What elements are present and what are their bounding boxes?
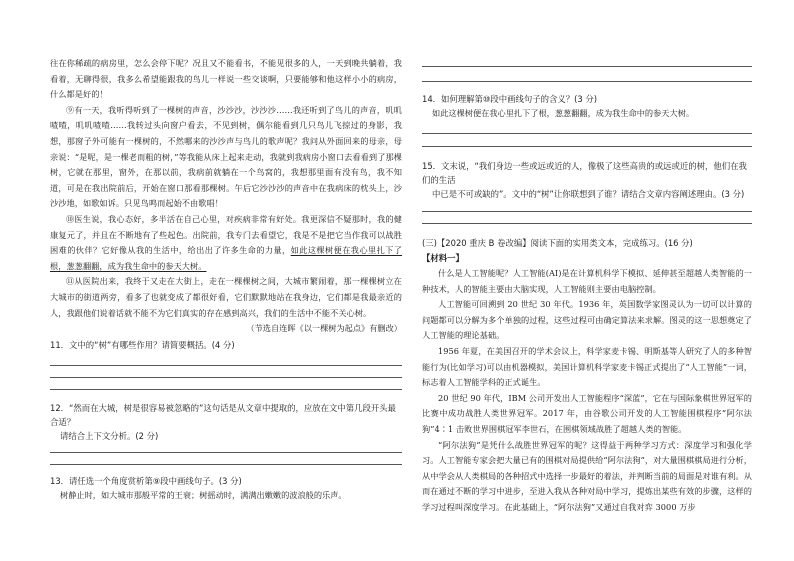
paragraph-10-text: ⑩医生说，我心态好，多半活在自己心里，对疾病非常有好处。我更深信不疑那时，我的健康复元了，并且在不断地有了些起色。出院前，我专门去看望它，我是不是把它当作我可以战胜困难的伙伴？它好像从我的生活中，给出出了许多生命的力量，: [50, 213, 402, 256]
reading-paragraph-10: [50, 212, 402, 274]
answer-line[interactable]: [50, 389, 402, 390]
material-paragraph-4: 20 世纪 90 年代，IBM 公司开发出人工智能程序“深蓝”，它在与国际象棋世界冠军的比赛中成功战胜人类世界冠军。2017 年，由谷歌公司开发的人工智能围棋程序“阿尔法狗”4∶1 击败世界围棋冠军李世石，在围棋领域战胜了超越人类的智能。: [422, 392, 752, 434]
reading-paragraph-11: ⑪从医院出来，我终于又走在大街上，走在一棵棵树之间，大城市繁闹着，那一棵棵树立在大城市的街道两旁，看多了也就变成了都很好看，它们默默地站在我身边，它们都是我最亲近的人，我跟他们说着话就不能不为它们真实的存在感到高兴，我们的生活中不能不关心树。: [50, 276, 402, 318]
section-3-heading: (三)【2020 重庆 B 卷改编】阅读下面的实用类文本，完成练习。(16 分): [422, 238, 693, 248]
material-paragraph-3: 1956 年夏，在美国召开的学术会议上，科学家麦卡锡、明斯基等人研究了人的多种智能行为(比如学习)可以由机器模拟，美国计算机科学家麦卡锡正式提出了“人工智能”一词，标志着人工智能学科的正式诞生。: [422, 345, 752, 388]
answer-line[interactable]: [422, 81, 752, 82]
right-column: [422, 66, 752, 516]
question-14-quote: 如此这棵树便在我心里扎下了根，葱葱翻翻，成为我生命中的参天大树。: [432, 108, 695, 118]
question-15-line-2: 中已是不可或缺的”。文中的“树”让你联想到了谁？请结合文章内容阐述理由。(3 分): [432, 189, 745, 199]
question-12-line-2: 请结合上下文分析。(2 分): [60, 431, 159, 442]
material-paragraph-1: 什么是人工智能呢？人工智能(AI)是在计算机科学下模拟、延伸甚至超越人类智能的一种技术，人的智能主要由大脑实现，人工智能则主要由电脑控制。: [422, 268, 752, 294]
material-paragraph-2: 人工智能可回溯到 20 世纪 30 年代。1936 年，英国数学家图灵认为一切可以计算的问题都可以分解为多个单独的过程，这些过程可由确定算法来求解。图灵的这一思想奠定了人工智能的理论基础。: [422, 299, 752, 341]
reading-paragraph-9: ⑨有一天，我听得听到了一棵树的声音，沙沙沙，沙沙沙……我还听到了鸟儿的声音，叽叽喳喳，叽叽喳喳……我转过头向窗户看去，不见到树，偶尔能看到几只鸟儿飞掠过的身影，我想，那窗子外可能有一棵树的，不然哪来的沙沙声与鸟儿的歌声呢？我问从外面回来的母亲，母亲说：“是呢，是一棵老而粗的树，”等我能从床上起来走动，我就到我病房小窗口去看看到了那棵树，它就在那里，窗外，在那以前，我病前就躺在一个鸟窝的，我想那里面有没有鸟，我不知道，可是在我出院前后，开始在窗口那看那棵树。午后它沙沙沙的声音中在我病床的枕头上，沙沙沙地，如歌如诉。只见鸟鸣而起始不由歌唱！: [50, 104, 402, 209]
answer-line[interactable]: [50, 464, 402, 465]
paragraph-10-underlined-sentence: 如此这棵树便在我心里扎下了根，葱葱翻翻，成为我生命中的参天大树。: [50, 245, 403, 271]
question-13-quote: 树静止时，如大城市那般平常的王衰；树摇动时，满满出嫩嫩的波浪般的乐声。: [60, 490, 347, 501]
article-source: （节选自连晖《以一棵树为起点》有删改）: [246, 323, 402, 334]
material-1-heading: 【材料一】: [422, 253, 464, 263]
reading-paragraph-8: 往在你稀疏的病房里，怎么会停下呢？况且又不能看书，不能见很多的人，一天到晚共躺着，我看着，无聊得很，我多么希望能跟我的鸟儿一样说一些交谈啊，只要能够和他这样小小的病房，什么都是好的！: [50, 58, 402, 100]
left-column: [50, 56, 402, 503]
question-14: 14．如何理解第⑩段中画线句子的含义？(3 分): [422, 94, 598, 104]
answer-line[interactable]: [422, 223, 752, 224]
material-paragraph-5: “阿尔法狗”是凭什么战胜世界冠军的呢？这得益于两种学习方式：深度学习和强化学习。人工智能专家会把大量已有的围棋对局提供给“阿尔法狗”，对大量围棋棋局进行分析，从中学会从人类棋局的各种招式中选择一步最好的着法，并判断当前的局面是对谁有利。从而在通过不断的学习中进步，至进入我从各种对局中学习，提炼出某些有效的步骤，这样的学习过程叫深度学习。在此基础上，“阿尔法狗”又通过自我对弈 3000 万步: [422, 439, 752, 512]
question-11: 11．文中的“树”有哪些作用？请简要概括。(4 分): [50, 340, 235, 351]
question-12-line-1: 12．“然而在大城，树是很容易被忽略的”这句话是从文章中提取的，应放在文中第几段开头最合适？: [50, 403, 396, 428]
question-13: 13．请任选一个角度赏析第⑨段中画线句子。(3 分): [50, 476, 242, 487]
question-15-line-1: 15．文末说，“我们身边一些或远或近的人，像极了这些高贵的或远或近的树，他们在我们的生活: [422, 161, 747, 185]
answer-line[interactable]: [422, 146, 752, 147]
